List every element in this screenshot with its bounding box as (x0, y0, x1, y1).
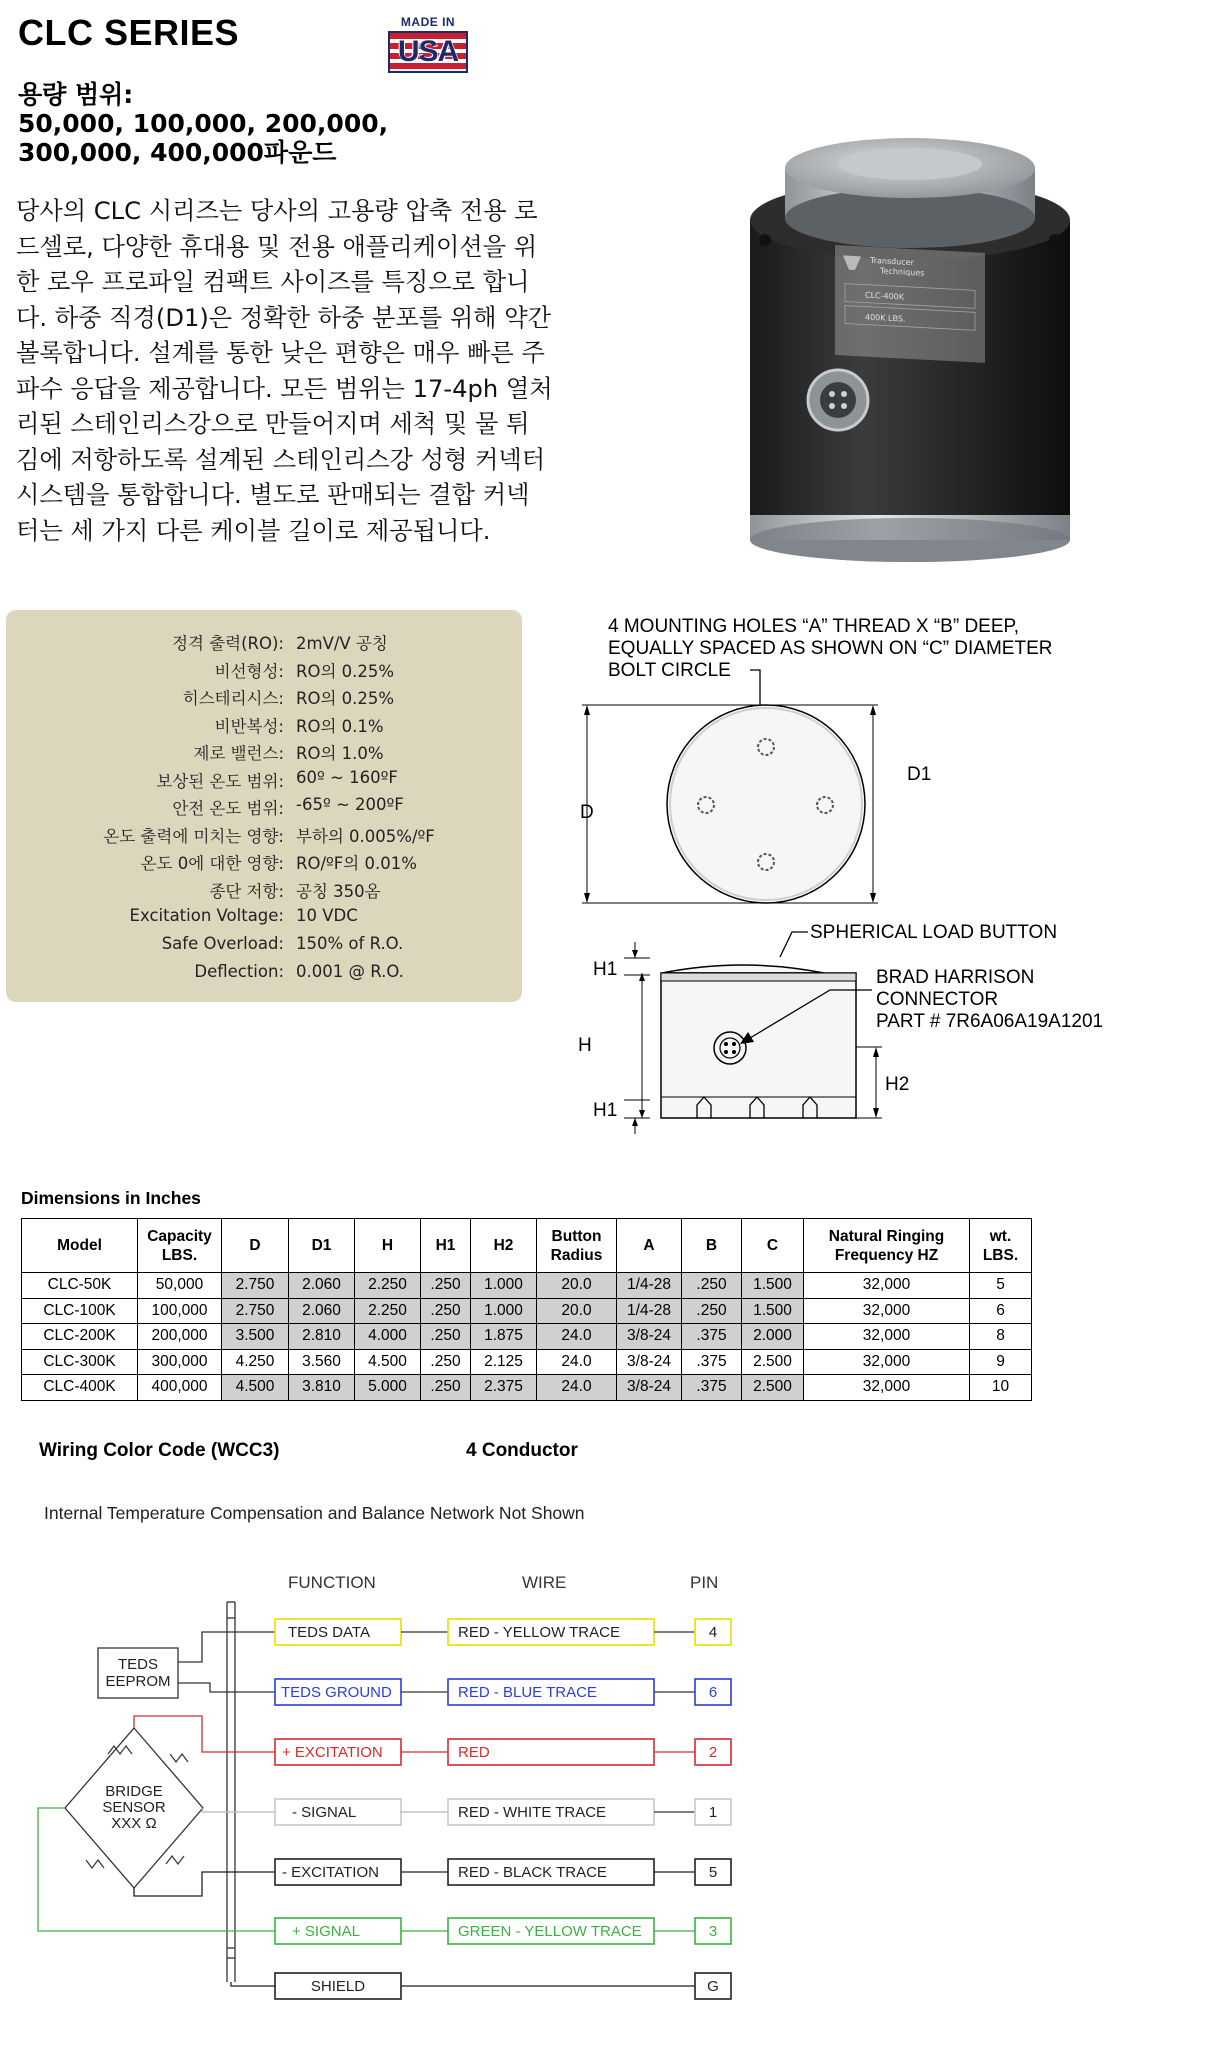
table-cell: 32,000 (804, 1273, 970, 1299)
table-cell: 2.375 (471, 1375, 537, 1401)
dimension-drawing (560, 600, 1200, 1160)
table-cell: 1.000 (471, 1273, 537, 1299)
spec-value: RO/ºF의 0.01% (296, 854, 417, 873)
table-cell: 6 (970, 1298, 1032, 1324)
table-cell: 2.500 (742, 1375, 804, 1401)
connector-line-1: BRAD HARRISON (876, 967, 1035, 988)
table-cell: 1.500 (742, 1273, 804, 1299)
table-cell: 3.810 (289, 1375, 355, 1401)
spec-value: 부하의 0.005%/ºF (296, 826, 435, 846)
table-cell: CLC-400K (22, 1375, 138, 1401)
column-header-a: A (617, 1219, 682, 1273)
pin-minus-signal: 1 (708, 1804, 718, 1821)
wire-teds-ground: RED - BLUE TRACE (458, 1684, 597, 1701)
spec-label: 히스테리시스: (182, 689, 284, 708)
description-line: 드셀로, 다양한 휴대용 및 전용 애플리케이션을 위 (16, 232, 538, 261)
mounting-note-line-1: 4 MOUNTING HOLES “A” THREAD X “B” DEEP, (608, 616, 1020, 637)
table-cell: 32,000 (804, 1349, 970, 1375)
wire-plus-signal: GREEN - YELLOW TRACE (458, 1923, 642, 1940)
description-line: 파수 응답을 제공합니다. 모든 범위는 17-4ph 열처 (16, 374, 553, 403)
label-d: D (580, 802, 594, 823)
function-shield: SHIELD (310, 1978, 366, 1995)
table-row (22, 1324, 1032, 1350)
table-cell: 2.125 (471, 1349, 537, 1375)
description-line: 볼록합니다. 설계를 통한 낮은 편향은 매우 빠른 주 (16, 339, 545, 367)
photo-brand-2: Techniques (880, 266, 925, 278)
photo-brand-1: Transducer (870, 255, 914, 268)
pin-teds-data: 4 (708, 1624, 718, 1641)
pin-plus-signal: 3 (708, 1923, 718, 1940)
bridge-sensor-line-3: XXX Ω (111, 1815, 157, 1832)
spec-label: 안전 온도 범위: (172, 799, 284, 818)
table-row (22, 1349, 1032, 1375)
teds-eeprom-line-1: TEDS (117, 1656, 159, 1673)
column-header-weight: wt. LBS. (970, 1219, 1032, 1273)
capacity-line-1: 50,000, 100,000, 200,000, (18, 109, 389, 138)
connector-part-number: PART # 7R6A06A19A1201 (876, 1011, 1104, 1032)
table-cell: 5.000 (355, 1375, 421, 1401)
spec-value: 60º ~ 160ºF (296, 767, 398, 787)
label-h1-bottom: H1 (593, 1100, 618, 1121)
table-row (22, 1375, 1032, 1401)
table-cell: .250 (682, 1298, 742, 1324)
table-cell: CLC-100K (22, 1298, 138, 1324)
label-h: H (578, 1035, 592, 1056)
table-cell: .250 (421, 1375, 471, 1401)
table-cell: 2.250 (355, 1298, 421, 1324)
column-header-model: Model (22, 1219, 138, 1273)
column-header-h: H (355, 1219, 421, 1273)
table-row (22, 1273, 1032, 1299)
pin-shield: G (707, 1978, 719, 1995)
mounting-note-line-3: BOLT CIRCLE (608, 660, 731, 681)
wire-minus-signal: RED - WHITE TRACE (458, 1804, 607, 1821)
capacity-range (18, 80, 388, 167)
spec-row (6, 658, 522, 686)
table-cell: .250 (421, 1273, 471, 1299)
spec-row (6, 630, 522, 658)
table-cell: 1.500 (742, 1298, 804, 1324)
label-d1: D1 (907, 764, 932, 785)
spec-value: 2mV/V 공칭 (296, 634, 388, 653)
spec-value: -65º ~ 200ºF (296, 795, 404, 814)
table-cell: .375 (682, 1324, 742, 1350)
column-wire: WIRE (522, 1573, 567, 1592)
spec-label: 보상된 온도 범위: (156, 771, 284, 791)
table-cell: .375 (682, 1349, 742, 1375)
mounting-note-line-2: EQUALLY SPACED AS SHOWN ON “C” DIAMETER (608, 638, 1053, 659)
table-row (22, 1298, 1032, 1324)
pin-plus-excitation: 2 (708, 1744, 718, 1761)
spec-value: 공칭 350옴 (296, 881, 381, 901)
spec-label: 종단 저항: (209, 881, 284, 901)
series-title: CLC SERIES (18, 12, 240, 53)
description-line: 리된 스테인리스강으로 만들어지며 세척 및 물 튀 (16, 410, 530, 438)
photo-model: CLC-400K (865, 290, 905, 302)
spec-value: RO의 1.0% (296, 744, 384, 763)
spec-label: 온도 출력에 미치는 영향: (103, 826, 284, 846)
dimensions-table (21, 1218, 1032, 1401)
table-cell: 3/8-24 (617, 1324, 682, 1350)
table-cell: 24.0 (537, 1324, 617, 1350)
spec-value: RO의 0.25% (296, 689, 395, 708)
column-function: FUNCTION (288, 1573, 376, 1592)
table-cell: CLC-50K (22, 1273, 138, 1299)
column-header-h1: H1 (421, 1219, 471, 1273)
table-cell: 5 (970, 1273, 1032, 1299)
table-cell: 4.250 (222, 1349, 289, 1375)
table-cell: CLC-300K (22, 1349, 138, 1375)
table-cell: .250 (682, 1273, 742, 1299)
table-cell: 9 (970, 1349, 1032, 1375)
table-cell: 3.500 (222, 1324, 289, 1350)
table-cell: 2.060 (289, 1298, 355, 1324)
spec-row (6, 878, 522, 906)
label-h2: H2 (885, 1074, 910, 1095)
table-cell: 2.000 (742, 1324, 804, 1350)
table-cell: .375 (682, 1375, 742, 1401)
table-cell: 4.500 (222, 1375, 289, 1401)
bridge-sensor-line-2: SENSOR (102, 1799, 166, 1816)
table-cell: 400,000 (138, 1375, 222, 1401)
connector-line-2: CONNECTOR (876, 989, 999, 1010)
table-cell: .250 (421, 1298, 471, 1324)
table-cell: 2.810 (289, 1324, 355, 1350)
spec-row (6, 962, 522, 990)
function-plus-signal: + SIGNAL (292, 1923, 360, 1940)
table-cell: 8 (970, 1324, 1032, 1350)
spec-row (6, 906, 522, 934)
pin-teds-ground: 6 (708, 1684, 718, 1701)
label-h1-top: H1 (593, 959, 618, 980)
table-cell: 10 (970, 1375, 1032, 1401)
spec-label: 비반복성: (214, 716, 284, 736)
table-cell: 2.060 (289, 1273, 355, 1299)
table-cell: 100,000 (138, 1298, 222, 1324)
table-cell: 300,000 (138, 1349, 222, 1375)
capacity-label: 용량 범위: (18, 80, 134, 109)
spec-label: 제로 밸런스: (193, 744, 284, 763)
wiring-diagram (30, 1558, 750, 2010)
description-line: 다. 하중 직경(D1)은 정확한 하중 분포를 위해 약간 (16, 303, 551, 332)
table-cell: 4.500 (355, 1349, 421, 1375)
specifications-panel (6, 610, 522, 1002)
badge-made-in: MADE IN (400, 15, 456, 29)
column-header-ringing-frequency: Natural Ringing Frequency HZ (804, 1219, 970, 1273)
bridge-sensor-line-1: BRIDGE (105, 1783, 163, 1800)
made-in-usa-badge (386, 15, 470, 75)
table-cell: 1.000 (471, 1298, 537, 1324)
spherical-load-button-label: SPHERICAL LOAD BUTTON (810, 922, 1058, 943)
description-line: 당사의 CLC 시리즈는 당사의 고용량 압축 전용 로 (16, 197, 538, 225)
table-cell: 3/8-24 (617, 1349, 682, 1375)
table-cell: 24.0 (537, 1349, 617, 1375)
column-header-b: B (682, 1219, 742, 1273)
spec-label: Deflection: (194, 962, 284, 981)
table-cell: .250 (421, 1349, 471, 1375)
spec-value: RO의 0.1% (296, 716, 384, 736)
table-cell: 3.560 (289, 1349, 355, 1375)
spec-label: 온도 0에 대한 영향: (140, 854, 284, 873)
description-line: 터는 세 가지 다른 케이블 길이로 제공됩니다. (16, 516, 491, 545)
function-plus-excitation: + EXCITATION (282, 1744, 383, 1761)
table-cell: 2.500 (742, 1349, 804, 1375)
spec-row (6, 823, 522, 851)
spec-row (6, 740, 522, 768)
function-teds-data: TEDS DATA (288, 1624, 370, 1641)
spec-row (6, 768, 522, 796)
spec-row (6, 795, 522, 823)
photo-capacity: 400K LBS. (865, 312, 906, 324)
column-header-h2: H2 (471, 1219, 537, 1273)
spec-row (6, 934, 522, 962)
description-line: 시스템을 통합합니다. 별도로 판매되는 결합 커넥 (16, 481, 530, 509)
description-line: 김에 저항하도록 설계된 스테인리스강 성형 커넥터 (16, 445, 546, 474)
column-header-d1: D1 (289, 1219, 355, 1273)
table-cell: 2.750 (222, 1273, 289, 1299)
spec-row (6, 850, 522, 878)
function-teds-ground: TEDS GROUND (281, 1684, 392, 1701)
table-cell: 20.0 (537, 1298, 617, 1324)
pin-minus-excitation: 5 (708, 1864, 718, 1881)
table-cell: CLC-200K (22, 1324, 138, 1350)
teds-eeprom-line-2: EEPROM (105, 1673, 171, 1690)
table-cell: 3/8-24 (617, 1375, 682, 1401)
function-minus-excitation: - EXCITATION (282, 1864, 379, 1881)
column-header-button-radius: Button Radius (537, 1219, 617, 1273)
table-cell: 32,000 (804, 1375, 970, 1401)
description-line: 한 로우 프로파일 컴팩트 사이즈를 특징으로 합니 (16, 268, 530, 296)
wire-minus-excitation: RED - BLACK TRACE (458, 1864, 607, 1881)
spec-label: Safe Overload: (161, 934, 284, 953)
spec-row (6, 713, 522, 741)
table-cell: 1/4-28 (617, 1298, 682, 1324)
wiring-color-code-title: Wiring Color Code (WCC3) (39, 1440, 280, 1461)
dimensions-title: Dimensions in Inches (21, 1188, 201, 1208)
spec-label: Excitation Voltage: (129, 906, 284, 925)
usa-flag-icon (388, 31, 468, 73)
spec-label: 비선형성: (214, 661, 284, 681)
product-description (16, 194, 606, 549)
table-cell: 50,000 (138, 1273, 222, 1299)
capacity-line-2: 300,000, 400,000파운드 (18, 138, 337, 167)
table-cell: 32,000 (804, 1298, 970, 1324)
wire-plus-excitation: RED (458, 1744, 490, 1761)
column-header-capacity: Capacity LBS. (138, 1219, 222, 1273)
table-cell: 2.750 (222, 1298, 289, 1324)
load-cell-photo (720, 120, 1090, 580)
table-cell: 200,000 (138, 1324, 222, 1350)
spec-row (6, 685, 522, 713)
spec-value: 0.001 @ R.O. (296, 962, 404, 981)
column-pin: PIN (690, 1573, 719, 1592)
table-header-row (22, 1219, 1032, 1273)
table-cell: 1.875 (471, 1324, 537, 1350)
column-header-d: D (222, 1219, 289, 1273)
badge-usa: USA (397, 35, 459, 68)
table-cell: 32,000 (804, 1324, 970, 1350)
table-cell: 1/4-28 (617, 1273, 682, 1299)
table-cell: .250 (421, 1324, 471, 1350)
table-cell: 20.0 (537, 1273, 617, 1299)
table-cell: 2.250 (355, 1273, 421, 1299)
spec-value: 10 VDC (296, 906, 358, 925)
table-cell: 24.0 (537, 1375, 617, 1401)
spec-value: 150% of R.O. (296, 934, 404, 953)
wiring-note: Internal Temperature Compensation and Balance Network Not Shown (44, 1503, 585, 1523)
column-header-c: C (742, 1219, 804, 1273)
conductor-count: 4 Conductor (466, 1440, 578, 1461)
wire-teds-data: RED - YELLOW TRACE (458, 1624, 620, 1641)
function-minus-signal: - SIGNAL (292, 1804, 357, 1821)
table-cell: 4.000 (355, 1324, 421, 1350)
spec-label: 정격 출력(RO): (172, 634, 284, 653)
spec-value: RO의 0.25% (296, 661, 395, 681)
